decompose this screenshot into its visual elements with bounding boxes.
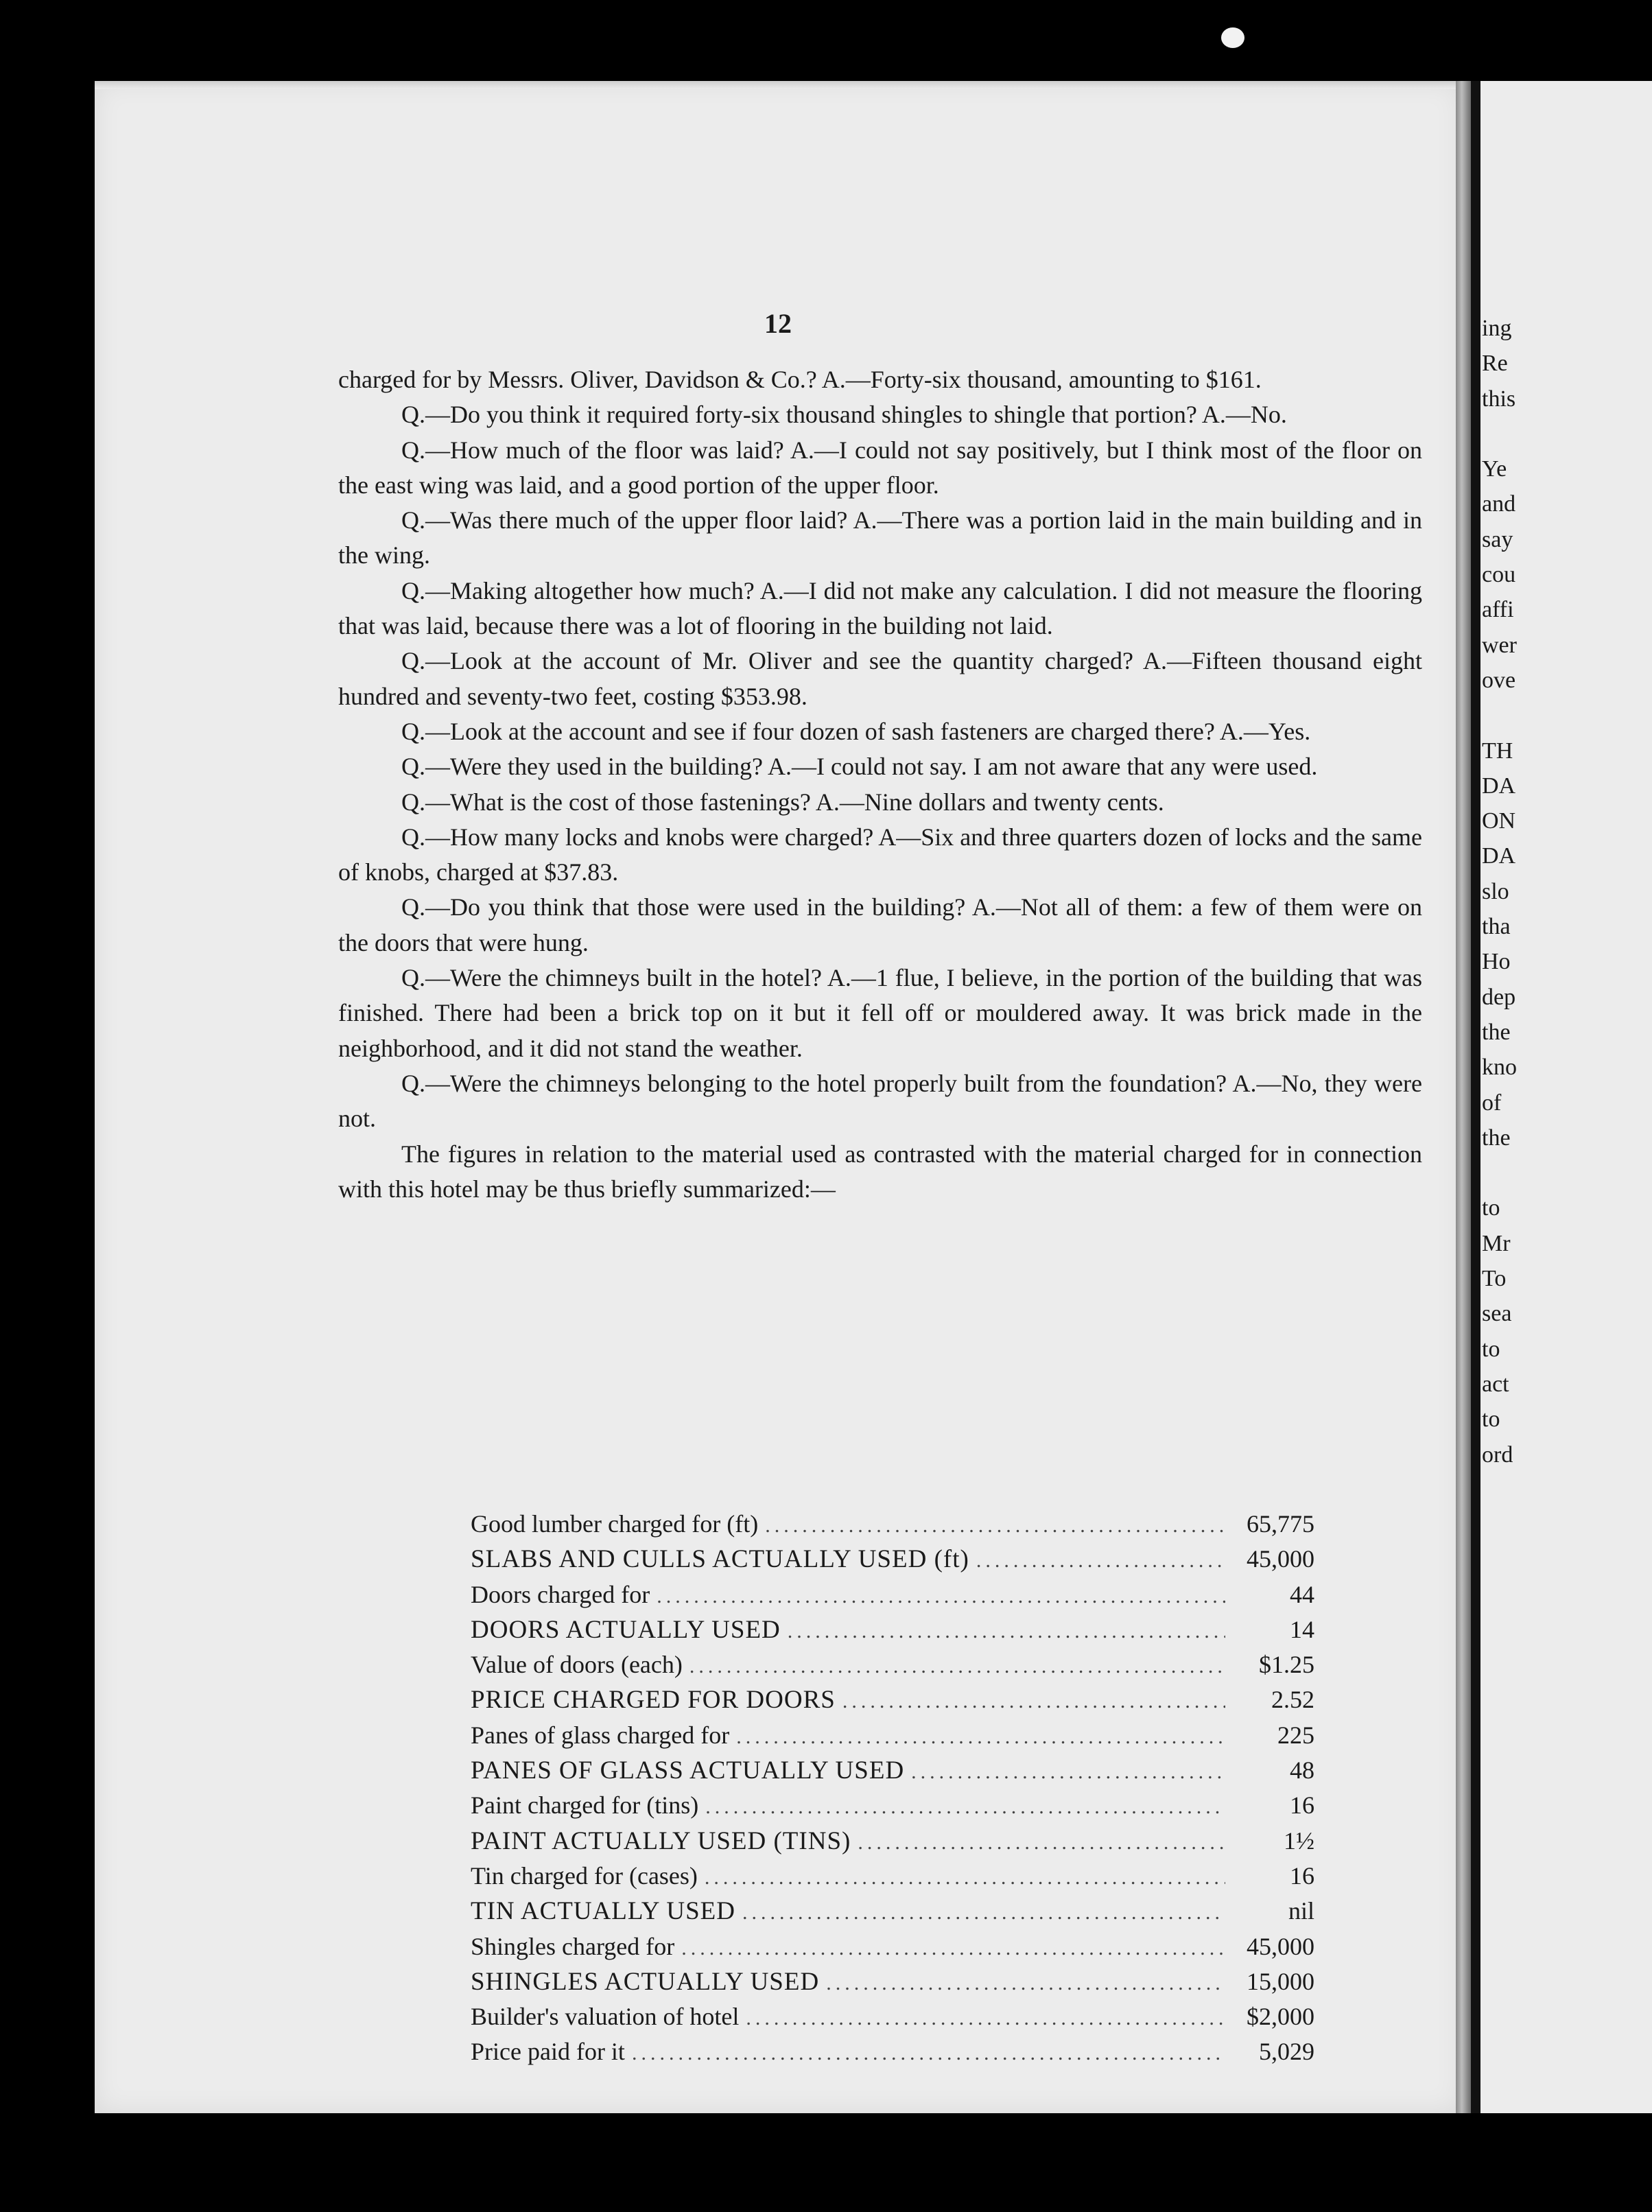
summary-value: 45,000 — [1247, 1932, 1314, 1960]
paragraph: Q.—How much of the floor was laid? A.—I could not say positively, but I think most of the floor on the east wing was laid, and a good portion of the upper floor. — [338, 436, 1422, 499]
right-page-line: wer — [1482, 632, 1517, 658]
right-page-line: this — [1482, 386, 1516, 412]
right-page-line: the — [1482, 1125, 1511, 1151]
summary-row — [471, 1507, 1314, 1542]
leader-dots — [689, 1649, 1225, 1684]
summary-value: 65,775 — [1247, 1510, 1314, 1538]
summary-row — [471, 1753, 1314, 1788]
right-page-line: Ye — [1482, 456, 1507, 482]
summary-label: Panes of glass charged for — [471, 1721, 730, 1749]
leader-dots — [911, 1754, 1225, 1789]
leader-dots — [742, 1895, 1225, 1930]
summary-value: $1.25 — [1259, 1651, 1314, 1679]
body-text — [338, 362, 1422, 1207]
summary-label: Builder's valuation of hotel — [471, 2003, 740, 2031]
summary-value: 14 — [1290, 1615, 1314, 1643]
book-gutter — [1456, 81, 1471, 2113]
paragraph: Q.—Making altogether how much? A.—I did not make any calculation. I did not measure the flooring that was laid, because there was a lot of flooring in the building not laid. — [338, 576, 1422, 640]
paragraph: Q.—Look at the account of Mr. Oliver and see the quantity charged? A.—Fifteen thousand eight hundred and seventy-two feet, costing $353.98. — [338, 647, 1422, 710]
leader-dots — [736, 1719, 1225, 1754]
book-gutter-shadow — [1471, 81, 1480, 2113]
summary-label: DOORS ACTUALLY USED — [471, 1615, 781, 1644]
leader-dots — [681, 1931, 1225, 1966]
summary-row — [471, 1542, 1314, 1577]
leader-dots — [705, 1789, 1225, 1824]
right-page-line: Mr — [1482, 1230, 1511, 1256]
right-page-line: ON — [1482, 808, 1516, 834]
right-page-line: act — [1482, 1371, 1509, 1397]
leader-dots — [746, 2001, 1225, 2036]
leader-dots — [788, 1614, 1225, 1649]
summary-row — [471, 1929, 1314, 1964]
right-page-line: say — [1482, 526, 1513, 552]
summary-row — [471, 1788, 1314, 1823]
right-page-line: To — [1482, 1266, 1507, 1292]
summary-value: 16 — [1290, 1791, 1314, 1820]
page-number: 12 — [764, 308, 792, 339]
summary-row — [471, 1647, 1314, 1682]
summary-row — [471, 1718, 1314, 1753]
summary-label: Good lumber charged for (ft) — [471, 1510, 759, 1538]
paragraph: Q.—Do you think it required forty-six thousand shingles to shingle that portion? A.—No. — [401, 401, 1287, 429]
summary-value: 48 — [1290, 1756, 1314, 1785]
right-page-line: tha — [1482, 914, 1511, 940]
summary-label: Price paid for it — [471, 2038, 625, 2066]
summary-row — [471, 1859, 1314, 1894]
summary-row — [471, 1682, 1314, 1717]
scan-blot — [1221, 27, 1244, 48]
leader-dots — [858, 1825, 1225, 1860]
right-page-line: and — [1482, 491, 1516, 517]
paragraph: Q.—Look at the account and see if four dozen of sash fasteners are charged there? A.—Yes. — [401, 717, 1311, 745]
paragraph: Q.—Do you think that those were used in the building? A.—Not all of them: a few of them were on the doors that were hung. — [338, 893, 1422, 956]
right-page-line: to — [1482, 1336, 1500, 1362]
page-edge — [95, 81, 1461, 89]
right-page-line: TH — [1482, 738, 1513, 764]
summary-row — [471, 1999, 1314, 2034]
summary-label: Doors charged for — [471, 1580, 650, 1608]
right-page-line: to — [1482, 1407, 1500, 1433]
summary-row — [471, 1612, 1314, 1647]
right-page-line: kno — [1482, 1055, 1517, 1081]
summary-label: PAINT ACTUALLY USED (TINS) — [471, 1826, 851, 1855]
right-page-line: DA — [1482, 843, 1516, 869]
leader-dots — [826, 1966, 1225, 2001]
summary-row — [471, 1824, 1314, 1859]
summary-value: 16 — [1290, 1861, 1314, 1890]
summary-value: 1½ — [1284, 1826, 1314, 1855]
right-page-line: sea — [1482, 1301, 1512, 1327]
right-page-line: Re — [1482, 351, 1508, 377]
summary-row — [471, 2034, 1314, 2069]
summary-label: Tin charged for (cases) — [471, 1861, 698, 1890]
right-page-line: slo — [1482, 878, 1509, 904]
right-page-line: cou — [1482, 562, 1516, 588]
right-page-line: the — [1482, 1019, 1511, 1045]
summary-value: 2.52 — [1271, 1686, 1314, 1714]
summary-label: Paint charged for (tins) — [471, 1791, 699, 1820]
summary-row — [471, 1964, 1314, 1999]
left-page — [95, 81, 1461, 2113]
summary-row — [471, 1577, 1314, 1612]
paragraph: Q.—Was there much of the upper floor laid? A.—There was a portion laid in the main building and in the wing. — [338, 506, 1422, 569]
summary-label: TIN ACTUALLY USED — [471, 1897, 736, 1926]
summary-value: 225 — [1277, 1721, 1314, 1749]
summary-label: PANES OF GLASS ACTUALLY USED — [471, 1756, 905, 1785]
summary-value: nil — [1288, 1897, 1314, 1925]
right-page-line: DA — [1482, 773, 1516, 799]
right-page-line: ord — [1482, 1442, 1513, 1468]
summary-value: 5,029 — [1259, 2038, 1314, 2066]
leader-dots — [705, 1860, 1225, 1895]
leader-dots — [632, 2036, 1225, 2071]
paragraph: Q.—Were they used in the building? A.—I could not say. I am not aware that any were used. — [401, 753, 1318, 781]
paragraph: charged for by Messrs. Oliver, Davidson & Co.? A.—Forty-six thousand, amounting to $161. — [338, 366, 1262, 393]
paragraph: Q.—Were the chimneys belonging to the hotel properly built from the foundation? A.—No, they were not. — [338, 1069, 1422, 1133]
summary-label: Shingles charged for — [471, 1932, 675, 1960]
right-page-line: to — [1482, 1195, 1500, 1221]
right-page-line: ing — [1482, 316, 1512, 341]
summary-value: 44 — [1290, 1580, 1314, 1608]
right-page-line: ove — [1482, 667, 1516, 693]
leader-dots — [765, 1508, 1225, 1543]
right-page-line — [1482, 416, 1517, 451]
summary-label: SLABS AND CULLS ACTUALLY USED (ft) — [471, 1545, 969, 1574]
leader-dots — [657, 1579, 1225, 1614]
summary-label: PRICE CHARGED FOR DOORS — [471, 1686, 836, 1715]
summary-value: 45,000 — [1247, 1545, 1314, 1573]
right-page — [1480, 81, 1652, 2113]
summary-label: Value of doors (each) — [471, 1651, 683, 1679]
paragraph: Q.—Were the chimneys built in the hotel? A.—1 flue, I believe, in the portion of the building that was finished. There had been a brick top on it but it fell off or mouldered away. It was brick made in the neighborhood, and it did not stand the weather. — [338, 964, 1422, 1062]
summary-row — [471, 1894, 1314, 1929]
right-page-line: dep — [1482, 984, 1516, 1010]
paragraph: Q.—How many locks and knobs were charged? A—Six and three quarters dozen of locks and the same of knobs, charged at $37.83. — [338, 823, 1422, 886]
right-page-line: affi — [1482, 597, 1514, 623]
summary-table — [471, 1507, 1314, 2070]
right-page-line: of — [1482, 1090, 1502, 1116]
right-page-line — [1482, 698, 1517, 733]
paragraph: Q.—What is the cost of those fastenings? A.—Nine dollars and twenty cents. — [401, 788, 1164, 816]
right-page-line — [1482, 1155, 1517, 1190]
paragraph: The figures in relation to the material used as contrasted with the material charged for in connection with this hotel may be thus briefly summarized:— — [338, 1140, 1422, 1203]
leader-dots — [842, 1684, 1225, 1719]
right-page-fragments — [1482, 311, 1517, 1472]
leader-dots — [976, 1543, 1225, 1578]
summary-label: SHINGLES ACTUALLY USED — [471, 1967, 820, 1996]
summary-value: $2,000 — [1247, 2003, 1314, 2031]
summary-value: 15,000 — [1247, 1967, 1314, 1995]
right-page-line: Ho — [1482, 949, 1511, 975]
